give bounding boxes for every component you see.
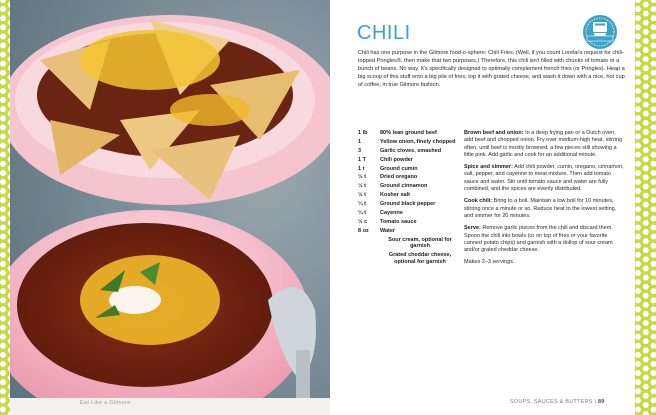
left-hexagon-border [0, 0, 10, 415]
left-footer-band [0, 398, 330, 415]
ingredient-name: Ground cumin [380, 165, 418, 172]
method-step [464, 130, 624, 159]
recipe-intro: Chili has one purpose in the Gilmore food-o-sphere: Chili Fries. (Well, if you count Lorelai's request for chili-topped Pringles®, then make that two purposes.) Therefore, this chili isn't filled with chunks of tomato or a bunch of beans. No way. It's specifically designed to optimally complement french fries (or Pringles). Heap a big scoop of this stuff onto a big pile of fries, top it with grated cheese, and wash it down with a nice, hot cup of coffee, in true Gilmore fashion. [358, 50, 625, 88]
method-step [464, 259, 624, 266]
ingredient-quantity: 1 [358, 138, 362, 145]
section-name: SOUPS, SAUCES & BUTTERS [510, 399, 593, 405]
ingredient-quantity [358, 237, 380, 250]
recipe-title: CHILI [357, 22, 411, 44]
ingredient-quantity: ½ t [358, 192, 366, 199]
ingredient-quantity: ¼ t [358, 210, 366, 217]
ingredient-quantity [358, 252, 380, 265]
ingredient-name: Garlic cloves, smashed [380, 147, 442, 154]
ingredient-quantity: ¼ t [358, 201, 366, 208]
ingredient-name: 80% lean ground beef [380, 130, 437, 136]
ingredient-name: Ground black pepper [380, 201, 436, 208]
step-heading: Cook chili: [464, 198, 493, 205]
ingredient-name: Kosher salt [380, 192, 410, 199]
ingredient-list [358, 130, 460, 268]
ingredient-row [358, 237, 460, 250]
step-text: In a deep frying pan or a Dutch oven, add beef and chopped onion. Fry over medium-high heat, stirring often, until beef is mostly browned, a few pieces still showing a little pink. Add garlic and cook for an additional minute. [464, 130, 623, 158]
step-text: Makes 2–3 servings. [464, 259, 515, 266]
ingredient-row [358, 130, 460, 137]
hexagon-border [635, 0, 656, 415]
step-heading: Serve: [464, 225, 481, 232]
ingredient-row [358, 166, 460, 173]
ingredient-quantity: 3 [358, 147, 362, 154]
ingredient-quantity: ½ t [358, 174, 366, 181]
ingredient-row [358, 183, 460, 190]
ingredient-quantity: ½ c [358, 218, 368, 225]
method-steps [464, 130, 624, 272]
ingredient-quantity: 1 T [358, 156, 366, 163]
ingredient-name: Sour cream, optional for garnish [388, 236, 452, 250]
step-text: Add chili powder, cumin, oregano, cinnamon, salt, pepper, and cayenne to meat mixture. Then add tomato sauce and water. Stir until tomato sauce and water are fully combined, and the spices are evenly distributed. [464, 164, 624, 193]
ingredient-row [358, 201, 460, 208]
ingredient-quantity: ½ t [358, 183, 366, 190]
ingredient-quantity: 1 lb [358, 130, 368, 136]
ingredient-name: Chili powder [380, 156, 413, 163]
ingredient-quantity: 1 t [358, 165, 365, 172]
step-text: Remove garlic pieces from the chili and discard them. Spoon the chili into bowls (or on top of fries or your favorite canned potato chips) and garnish with a dollop of sour cream and/or grated cheddar cheese. [464, 225, 613, 254]
ingredient-row [358, 210, 460, 217]
ingredient-row [358, 252, 460, 265]
ingredient-row [358, 148, 460, 155]
ingredient-row [358, 139, 460, 146]
ingredient-row [358, 192, 460, 199]
ingredient-name: Water [380, 227, 396, 234]
ingredient-row [358, 228, 460, 235]
ingredient-row [358, 219, 460, 226]
step-heading: Spice and simmer: [464, 164, 513, 171]
ingredient-name: Yellow onion, finely chopped [380, 138, 456, 145]
lukes-diner-badge-icon [582, 14, 618, 50]
page-footer: SOUPS, SAUCES & BUTTERS | 89 [510, 399, 605, 405]
page-number: 89 [598, 399, 605, 405]
method-step [464, 198, 624, 220]
method-step [464, 225, 624, 254]
step-text: Bring to a boil. Maintain a low boil for 10 minutes, stirring once a minute or so. Reduce heat to the lowest setting, and simmer for 20 minutes. [464, 198, 617, 219]
ingredient-name: Ground cinnamon [380, 183, 428, 190]
ingredient-row [358, 157, 460, 164]
ingredient-name: Grated cheddar cheese, optional for garnish [388, 252, 452, 265]
ingredient-name: Cayenne [380, 210, 403, 217]
ingredient-row [358, 174, 460, 181]
ingredient-name: Tomato sauce [380, 218, 417, 225]
ingredient-quantity: 8 oz [358, 227, 369, 234]
method-step [464, 164, 624, 193]
book-title-footer: Eat Like a Gilmore [80, 400, 131, 406]
ingredient-name: Dried oregano [380, 174, 418, 181]
step-heading: Brown beef and onion: [464, 130, 524, 136]
